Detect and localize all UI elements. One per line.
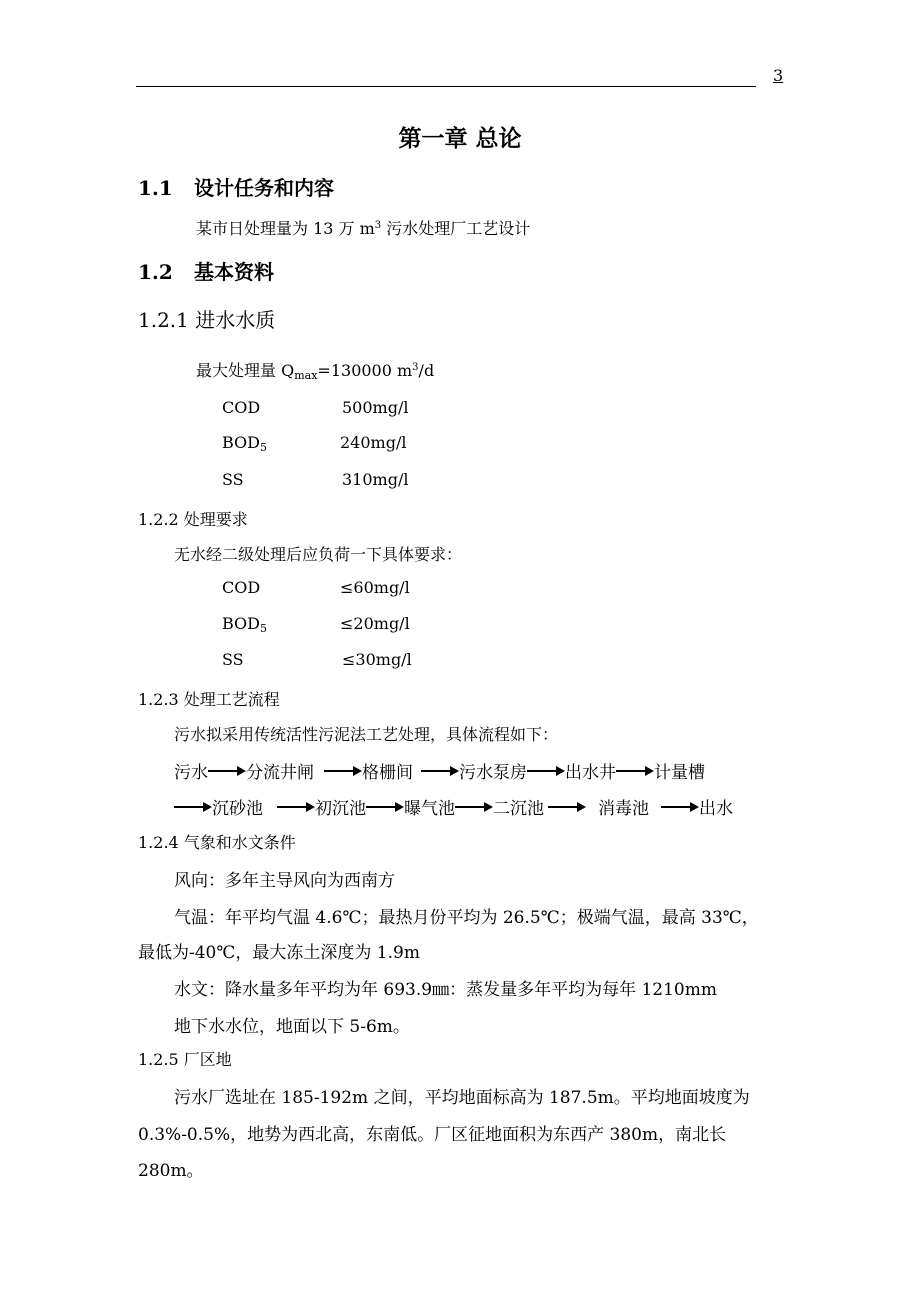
effluent-param-value: ≤60mg/l: [340, 578, 410, 597]
page-number: 3: [773, 66, 784, 85]
subscript: 5: [260, 622, 267, 635]
section-title: 基本资料: [194, 260, 274, 284]
section-number: 1.2: [138, 260, 173, 284]
effluent-param-name: SS: [222, 650, 244, 669]
flow-arrow-icon: [324, 766, 362, 776]
text-part: 污水处理厂工艺设计: [381, 219, 531, 238]
section-1-1-heading: [138, 172, 334, 201]
text-part: BOD: [222, 614, 260, 633]
flow-arrow-icon: [277, 802, 315, 812]
effluent-param-name: [222, 614, 267, 635]
hydrology-text: 水文：降水量多年平均为年 693.9㎜：蒸发量多年平均为每年 1210mm: [174, 980, 717, 1000]
flow-arrow-icon: [455, 802, 493, 812]
effluent-param-value: ≤30mg/l: [342, 650, 412, 669]
flow-step: 污水: [174, 763, 208, 783]
flow-arrow-icon: [366, 802, 404, 812]
flow-arrow-icon: [548, 802, 586, 812]
superscript: 3: [412, 362, 419, 373]
flow-arrow-icon: [616, 766, 654, 776]
process-intro: 污水拟采用传统活性污泥法工艺处理，具体流程如下：: [174, 725, 559, 744]
flow-step: 计量槽: [654, 763, 705, 783]
max-flow-line: [196, 358, 434, 382]
subscript: 5: [260, 441, 267, 454]
requirements-intro: 无水经二级处理后应负荷一下具体要求：: [174, 545, 463, 564]
subscript: max: [294, 369, 318, 382]
groundwater-text: 地下水水位，地面以下 5-6m。: [174, 1017, 410, 1037]
text-part: 最大处理量 Q: [196, 361, 295, 380]
header-rule: [136, 86, 756, 87]
influent-param-value: 240mg/l: [340, 433, 407, 452]
section-1-2-3-heading: 1.2.3 处理工艺流程: [138, 690, 280, 709]
chapter-title: 第一章 总论: [398, 125, 522, 152]
text-part: =130000 m: [317, 361, 413, 380]
flow-arrow-icon: [208, 766, 246, 776]
site-text-line-1: 污水厂选址在 185-192m 之间，平均地面标高为 187.5m。平均地面坡度为: [174, 1088, 750, 1108]
process-flow-line-2: [174, 794, 733, 819]
flow-step: 二沉池: [493, 799, 544, 819]
section-number: 1.1: [138, 176, 173, 200]
text-part: BOD: [222, 433, 260, 452]
text-part: /d: [418, 361, 435, 380]
section-1-2-5-heading: 1.2.5 厂区地: [138, 1050, 232, 1069]
flow-arrow-icon: [421, 766, 459, 776]
section-1-1-text: [196, 216, 530, 239]
flow-step: 出水: [699, 799, 733, 819]
flow-step: 格栅间: [362, 763, 413, 783]
flow-step: 分流井闸: [246, 763, 314, 783]
wind-text: 风向：多年主导风向为西南方: [174, 871, 395, 891]
temperature-text-line-2: 最低为-40℃，最大冻土深度为 1.9m: [138, 943, 420, 963]
site-text-line-3: 280m。: [138, 1161, 204, 1181]
flow-step: 出水井: [565, 763, 616, 783]
section-1-2-1-heading: 1.2.1 进水水质: [138, 308, 276, 332]
flow-arrow-icon: [527, 766, 565, 776]
influent-param-value: 500mg/l: [342, 398, 409, 417]
influent-param-name: SS: [222, 470, 244, 489]
section-1-2-4-heading: 1.2.4 气象和水文条件: [138, 833, 296, 852]
flow-step: 污水泵房: [459, 763, 527, 783]
process-flow-line-1: [174, 758, 705, 783]
superscript: 3: [374, 220, 382, 231]
temperature-text-line-1: 气温：年平均气温 4.6℃；最热月份平均为 26.5℃；极端气温，最高 33℃，: [174, 908, 759, 928]
flow-step: 曝气池: [404, 799, 455, 819]
flow-arrow-icon: [661, 802, 699, 812]
section-1-2-2-heading: 1.2.2 处理要求: [138, 510, 248, 529]
effluent-param-name: COD: [222, 578, 261, 597]
influent-param-value: 310mg/l: [342, 470, 409, 489]
section-1-2-heading: [138, 256, 274, 285]
section-title: 设计任务和内容: [194, 176, 334, 200]
flow-step: 消毒池: [598, 799, 649, 819]
flow-step: 初沉池: [315, 799, 366, 819]
flow-arrow-icon: [174, 802, 212, 812]
site-text-line-2: 0.3%-0.5%，地势为西北高，东南低。厂区征地面积为东西产 380m，南北长: [138, 1125, 727, 1145]
flow-step: 沉砂池: [212, 799, 263, 819]
influent-param-name: [222, 433, 267, 454]
effluent-param-value: ≤20mg/l: [340, 614, 410, 633]
text-part: 某市日处理量为 13 万 m: [196, 219, 375, 238]
influent-param-name: COD: [222, 398, 261, 417]
